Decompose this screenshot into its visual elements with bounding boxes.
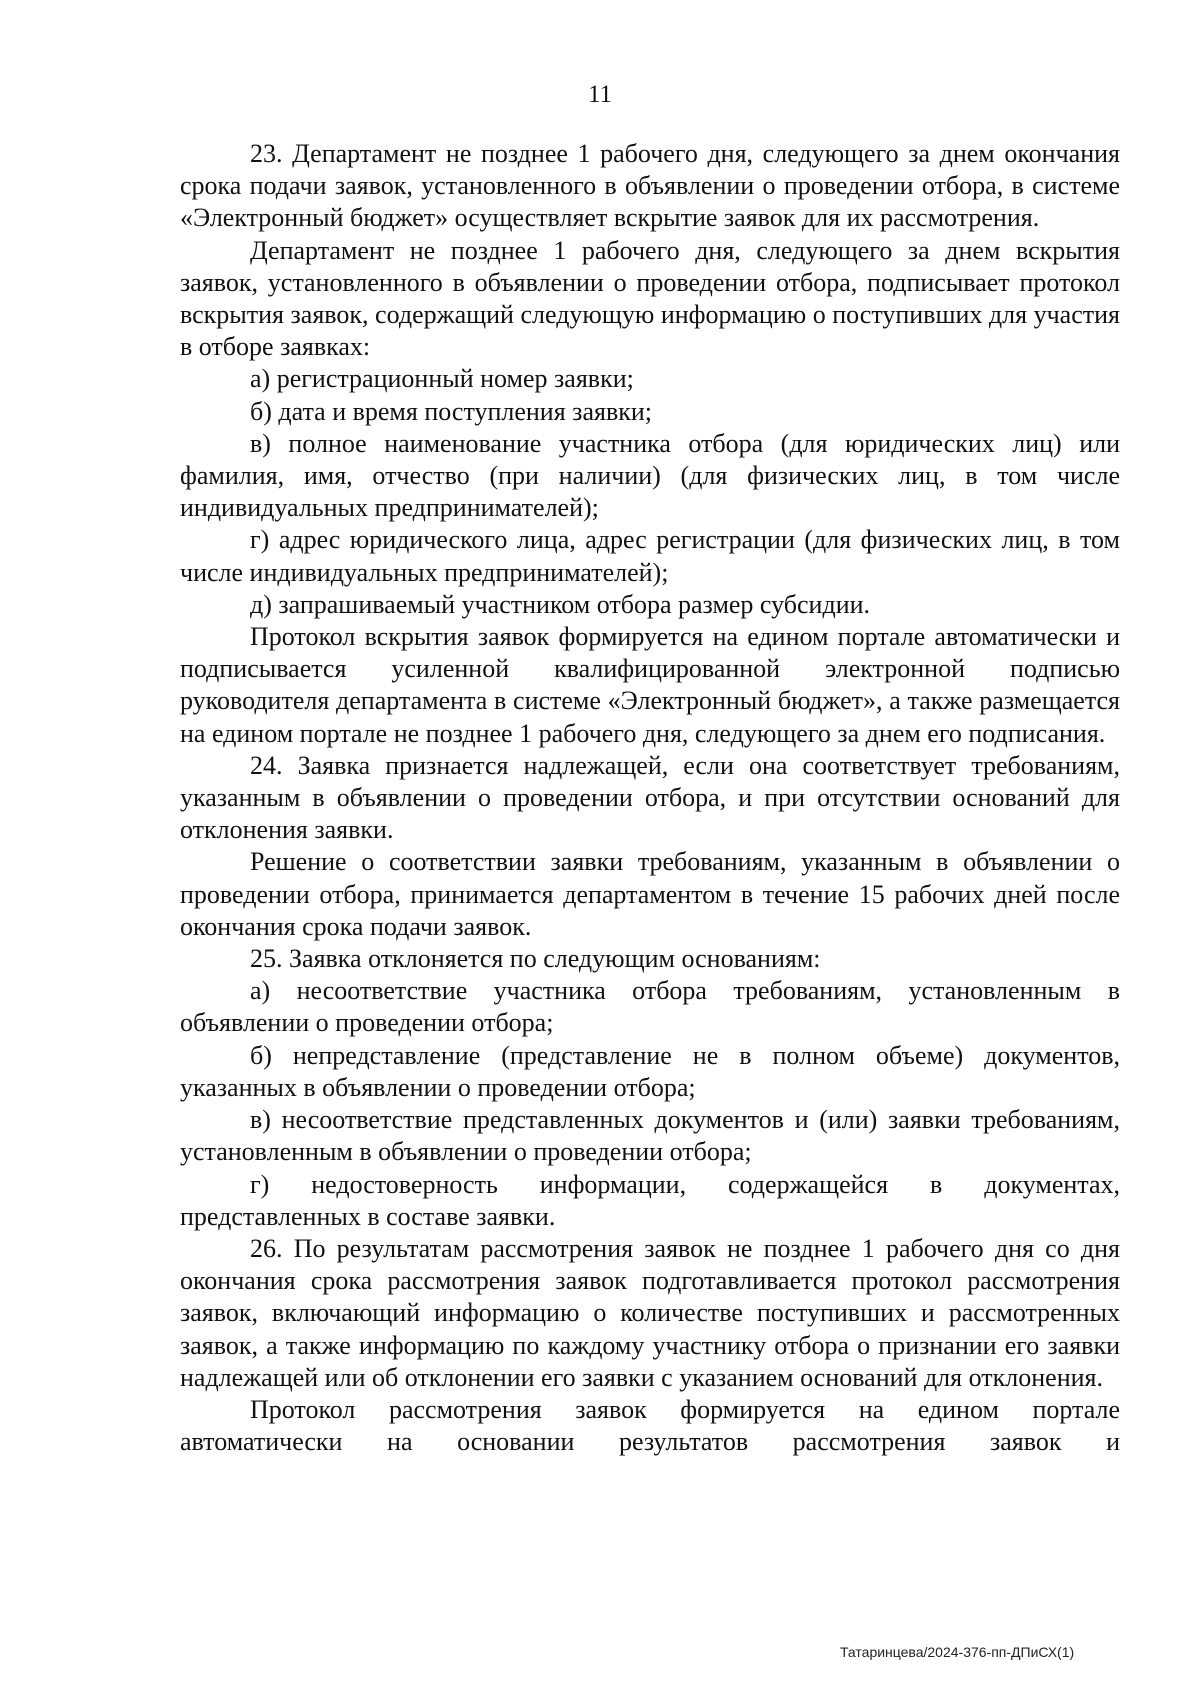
rejection-reason-v: в) несоответствие представленных документов и (или) заявки требованиям, установленным в объявлении о проведении отбора; [180, 1105, 1120, 1167]
rejection-reason-g: г) недостоверность информации, содержащейся в документах, представленных в составе заявки. [180, 1169, 1120, 1231]
list-item-v-full-name: в) полное наименование участника отбора (для юридических лиц) или фамилия, имя, отчество (при наличии) (для физических лиц, в том числе индивидуальных предпринимателей); [180, 428, 1120, 523]
paragraph-compliance-decision: Решение о соответствии заявки требованиям, указанным в объявлении о проведении отбора, принимается департаментом в течение 15 рабочих дней после окончания срока подачи заявок. [180, 847, 1120, 941]
paragraph-25: 25. Заявка отклоняется по следующим основаниям: [250, 944, 821, 974]
document-registration-code: Татаринцева/2024-376-пп-ДПиСХ(1) [840, 1644, 1075, 1660]
paragraph-review-protocol: Протокол рассмотрения заявок формируется на едином портале автоматически на основании результатов рассмотрения заявок и [180, 1394, 1120, 1457]
list-item-b-date-time: б) дата и время поступления заявки; [250, 396, 652, 426]
document-body [180, 138, 1120, 1458]
paragraph-23: 23. Департамент не позднее 1 рабочего дня, следующего за днем окончания срока подачи заявок, установленного в объявлении о проведении отбора, в системе «Электронный бюджет» осуществляет вскрытие заявок для их рассмотрения. [180, 139, 1120, 233]
paragraph-protocol-formation: Протокол вскрытия заявок формируется на едином портале автоматически и подписывается усиленной квалифицированной электронной подписью руководителя департамента в системе «Электронный бюджет», а также размещается на едином портале не позднее 1 рабочего дня, следующего за днем его подписания. [180, 622, 1120, 748]
rejection-reason-a: а) несоответствие участника отбора требованиям, установленным в объявлении о проведении отбора; [180, 976, 1120, 1038]
paragraph-26: 26. По результатам рассмотрения заявок не позднее 1 рабочего дня со дня окончания срока рассмотрения заявок подготавливается протокол рассмотрения заявок, включающий информацию о количестве поступивших и рассмотренных заявок, а также информацию по каждому участнику отбора о признании его заявки надлежащей или об отклонении его заявки с указанием оснований для отклонения. [180, 1233, 1120, 1392]
paragraph-protocol-signing: Департамент не позднее 1 рабочего дня, следующего за днем вскрытия заявок, установленного в объявлении о проведении отбора, подписывает протокол вскрытия заявок, содержащий следующую информацию о поступивших для участия в отборе заявках: [180, 235, 1120, 362]
rejection-reason-b: б) непредставление (представление не в полном объеме) документов, указанных в объявлении о проведении отбора; [180, 1040, 1120, 1102]
page-number: 11 [587, 81, 613, 108]
list-item-g-address: г) адрес юридического лица, адрес регистрации (для физических лиц, в том числе индивидуальных предпринимателей); [180, 525, 1120, 587]
list-item-a-registration-number: а) регистрационный номер заявки; [250, 364, 634, 394]
paragraph-24: 24. Заявка признается надлежащей, если она соответствует требованиям, указанным в объявлении о проведении отбора, и при отсутствии оснований для отклонения заявки. [180, 750, 1120, 845]
list-item-d-subsidy-amount: д) запрашиваемый участником отбора размер субсидии. [250, 589, 871, 619]
